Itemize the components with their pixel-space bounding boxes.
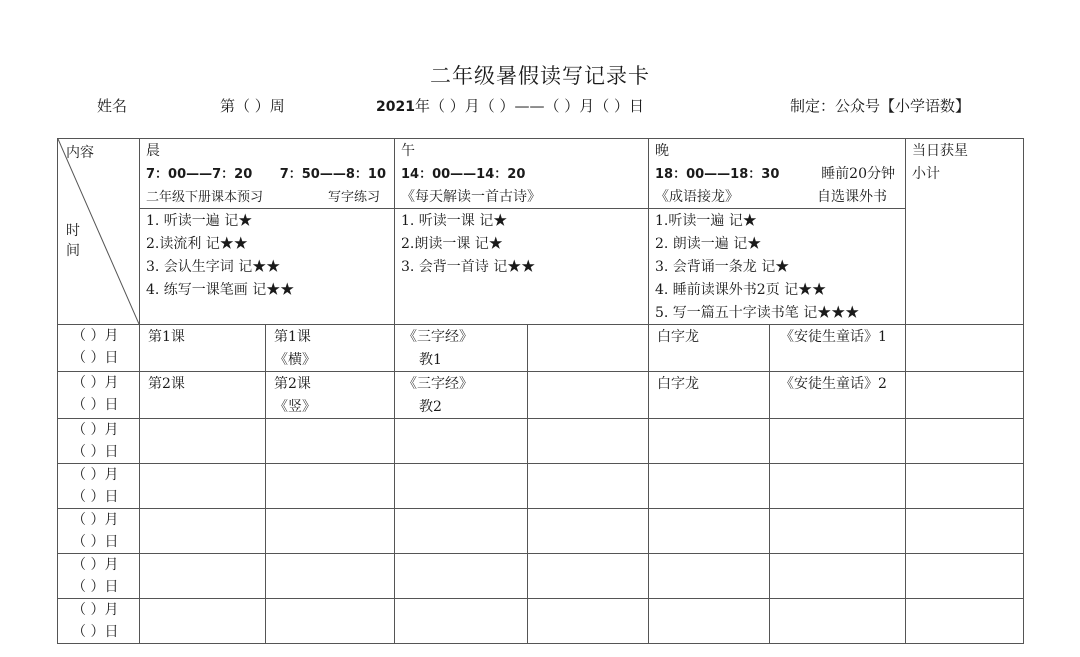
morning-writing-cell[interactable]	[266, 419, 395, 464]
cell-text	[649, 599, 769, 601]
cell-text	[906, 325, 1023, 327]
evening-task: 4. 睡前读课外书2页 记★★	[655, 282, 827, 298]
morning-task: 4. 练写一课笔画 记★★	[146, 282, 295, 298]
morning-reading-cell[interactable]	[140, 554, 266, 599]
cell-text	[770, 419, 905, 421]
evening-time2: 睡前20分钟	[821, 166, 896, 182]
table-row	[58, 325, 1024, 372]
stars-cell[interactable]	[906, 464, 1024, 509]
stars-header-line-1: 当日获星	[912, 143, 969, 159]
cell-text: 第2课	[148, 376, 185, 392]
evening-book-cell[interactable]	[770, 325, 906, 372]
cell-text	[528, 599, 648, 601]
cell-text	[266, 466, 394, 468]
cell-text	[528, 372, 648, 374]
date-cell[interactable]	[58, 464, 140, 509]
cell-text	[140, 419, 265, 421]
morning-task: 3. 会认生字词 记★★	[146, 259, 281, 275]
cell-text	[649, 554, 769, 556]
noon-tasks	[395, 209, 649, 325]
table-row	[58, 372, 1024, 419]
noon-extra-cell[interactable]	[528, 464, 649, 509]
noon-task: 2.朗读一课 记★	[401, 236, 503, 252]
noon-subject: 《每天解读一首古诗》	[401, 189, 541, 205]
noon-extra-cell[interactable]	[528, 372, 649, 419]
noon-extra-cell[interactable]	[528, 599, 649, 644]
cell-text: 《三字经》	[403, 329, 473, 345]
evening-idiom-cell[interactable]	[649, 325, 770, 372]
cell-text	[649, 464, 769, 466]
corner-cell	[58, 139, 140, 325]
evening-idiom-cell[interactable]	[649, 509, 770, 554]
morning-times	[140, 162, 394, 185]
evening-idiom-cell[interactable]	[649, 599, 770, 644]
evening-tasks	[649, 209, 906, 325]
noon-extra-cell[interactable]	[528, 325, 649, 372]
cell-text	[266, 556, 394, 558]
cell-text	[528, 554, 648, 556]
morning-reading-cell[interactable]	[140, 509, 266, 554]
noon-label: 午	[401, 143, 415, 159]
cell-text: 《安徒生童话》2	[780, 376, 887, 392]
cell-text	[140, 509, 265, 511]
table-row	[58, 554, 1024, 599]
cell-text: 第1课	[148, 329, 185, 345]
table-row	[58, 599, 1024, 644]
morning-task: 1. 听读一遍 记★	[146, 213, 253, 229]
evening-time: 18：00——18：30	[655, 167, 780, 182]
month-label: （ ）月	[72, 328, 119, 344]
noon-poem-cell[interactable]	[395, 599, 528, 644]
noon-header	[395, 139, 649, 209]
evening-book-cell[interactable]	[770, 509, 906, 554]
month-label: （ ）月	[72, 375, 119, 391]
evening-header	[649, 139, 906, 209]
morning-writing-cell[interactable]	[266, 509, 395, 554]
cell-text	[528, 419, 648, 421]
evening-task: 2. 朗读一遍 记★	[655, 236, 762, 252]
stars-cell[interactable]	[906, 325, 1024, 372]
stars-header-line-2: 小计	[912, 166, 941, 182]
morning-label: 晨	[146, 143, 160, 159]
evening-book-cell[interactable]	[770, 372, 906, 419]
morning-writing-cell[interactable]	[266, 325, 395, 372]
noon-task: 3. 会背一首诗 记★★	[401, 259, 536, 275]
table-row	[58, 464, 1024, 509]
morning-header	[140, 139, 395, 209]
cell-text	[649, 509, 769, 511]
morning-subject-1: 二年级下册课本预习	[146, 190, 264, 205]
cell-text	[649, 419, 769, 421]
cell-text	[906, 464, 1023, 466]
date-cell[interactable]	[58, 554, 140, 599]
morning-reading-cell[interactable]	[140, 372, 266, 419]
cell-text	[266, 421, 394, 423]
cell-text	[770, 509, 905, 511]
evening-task: 1.听读一遍 记★	[655, 213, 757, 229]
morning-writing-cell[interactable]	[266, 599, 395, 644]
month-label: （ ）月	[72, 512, 119, 528]
morning-writing-cell[interactable]	[266, 554, 395, 599]
noon-poem-cell[interactable]	[395, 325, 528, 372]
morning-reading-cell[interactable]	[140, 419, 266, 464]
header-row	[58, 139, 1024, 209]
corner-bottom-label: 时间	[66, 223, 80, 259]
card-title: 二年级暑假读写记录卡	[430, 64, 650, 88]
evening-idiom-cell[interactable]	[649, 419, 770, 464]
cell-text: 教2	[419, 399, 442, 415]
morning-task: 2.读流利 记★★	[146, 236, 248, 252]
cell-text: 白字龙	[657, 376, 699, 392]
stars-header	[906, 139, 1024, 325]
evening-label: 晚	[655, 143, 669, 159]
evening-book-cell[interactable]	[770, 599, 906, 644]
cell-text	[528, 509, 648, 511]
month-label: （ ）月	[72, 467, 119, 483]
maker-label: 制定：公众号【小学语数】	[790, 97, 971, 115]
stars-cell[interactable]	[906, 599, 1024, 644]
month-label: （ ）月	[72, 422, 119, 438]
day-label: （ ）日	[72, 489, 119, 505]
noon-extra-cell[interactable]	[528, 419, 649, 464]
cell-text: 第2课	[274, 376, 311, 392]
cell-text	[395, 511, 527, 513]
table-row	[58, 509, 1024, 554]
evening-idiom-cell[interactable]	[649, 372, 770, 419]
day-label: （ ）日	[72, 397, 119, 413]
stars-cell[interactable]	[906, 509, 1024, 554]
noon-poem-cell[interactable]	[395, 509, 528, 554]
date-cell[interactable]	[58, 325, 140, 372]
cell-text	[770, 554, 905, 556]
day-label: （ ）日	[72, 579, 119, 595]
cell-text	[906, 509, 1023, 511]
noon-task: 1. 听读一课 记★	[401, 213, 508, 229]
cell-text	[906, 554, 1023, 556]
evening-times	[649, 162, 905, 185]
date-cell[interactable]	[58, 599, 140, 644]
evening-task: 5. 写一篇五十字读书笔 记★★★	[655, 305, 860, 321]
cell-text: 教1	[419, 352, 442, 368]
morning-subject-2: 写字练习	[327, 190, 380, 205]
cell-text	[140, 464, 265, 466]
cell-text	[528, 325, 648, 327]
cell-text	[140, 554, 265, 556]
morning-subjects	[140, 185, 394, 208]
evening-idiom-cell[interactable]	[649, 464, 770, 509]
cell-text	[266, 601, 394, 603]
record-table	[57, 138, 1024, 644]
evening-idiom-cell[interactable]	[649, 554, 770, 599]
noon-extra-cell[interactable]	[528, 554, 649, 599]
cell-text: 《竖》	[274, 399, 316, 415]
cell-text	[528, 464, 648, 466]
day-label: （ ）日	[72, 350, 119, 366]
month-label: （ ）月	[72, 557, 119, 573]
year-value: 2021	[376, 99, 415, 115]
cell-text	[770, 464, 905, 466]
noon-poem-cell[interactable]	[395, 554, 528, 599]
evening-task: 3. 会背诵一条龙 记★	[655, 259, 790, 275]
tasks-row	[58, 209, 1024, 325]
day-label: （ ）日	[72, 624, 119, 640]
stars-cell[interactable]	[906, 554, 1024, 599]
date-cell[interactable]	[58, 372, 140, 419]
noon-poem-cell[interactable]	[395, 464, 528, 509]
evening-subjects	[649, 185, 905, 208]
morning-time-1: 7：00——7：20	[146, 167, 253, 182]
week-label: 第（ ）周	[220, 97, 285, 115]
noon-poem-cell[interactable]	[395, 372, 528, 419]
cell-text	[906, 372, 1023, 374]
evening-subject-1: 《成语接龙》	[655, 189, 739, 205]
cell-text: 《安徒生童话》1	[780, 329, 887, 345]
cell-text	[395, 466, 527, 468]
evening-book-cell[interactable]	[770, 464, 906, 509]
morning-writing-cell[interactable]	[266, 464, 395, 509]
day-label: （ ）日	[72, 444, 119, 460]
morning-writing-cell[interactable]	[266, 372, 395, 419]
evening-subject-2: 自选课外书	[817, 189, 888, 205]
morning-reading-cell[interactable]	[140, 325, 266, 372]
morning-reading-cell[interactable]	[140, 464, 266, 509]
noon-time: 14：00——14：20	[401, 167, 526, 182]
data-rows	[58, 325, 1024, 644]
cell-text	[906, 419, 1023, 421]
cell-text	[395, 601, 527, 603]
cell-text	[395, 421, 527, 423]
date-range	[376, 95, 644, 116]
cell-text	[140, 599, 265, 601]
cell-text: 第1课	[274, 329, 311, 345]
morning-reading-cell[interactable]	[140, 599, 266, 644]
name-label: 姓名	[97, 97, 128, 115]
cell-text: 《横》	[274, 352, 316, 368]
stars-cell[interactable]	[906, 372, 1024, 419]
month-label: （ ）月	[72, 602, 119, 618]
cell-text	[395, 556, 527, 558]
evening-book-cell[interactable]	[770, 554, 906, 599]
date-range-text: 年（ ）月（ ）——（ ）月（ ）日	[414, 97, 645, 115]
cell-text: 白字龙	[657, 329, 699, 345]
table-row	[58, 419, 1024, 464]
cell-text	[906, 599, 1023, 601]
noon-extra-cell[interactable]	[528, 509, 649, 554]
cell-text: 《三字经》	[403, 376, 473, 392]
morning-time-2: 7：50——8：10	[279, 167, 386, 182]
noon-poem-cell[interactable]	[395, 419, 528, 464]
day-label: （ ）日	[72, 534, 119, 550]
stars-cell[interactable]	[906, 419, 1024, 464]
cell-text	[266, 511, 394, 513]
evening-book-cell[interactable]	[770, 419, 906, 464]
cell-text	[770, 599, 905, 601]
morning-tasks	[140, 209, 395, 325]
corner-top-label: 内容	[66, 145, 94, 161]
date-cell[interactable]	[58, 509, 140, 554]
date-cell[interactable]	[58, 419, 140, 464]
